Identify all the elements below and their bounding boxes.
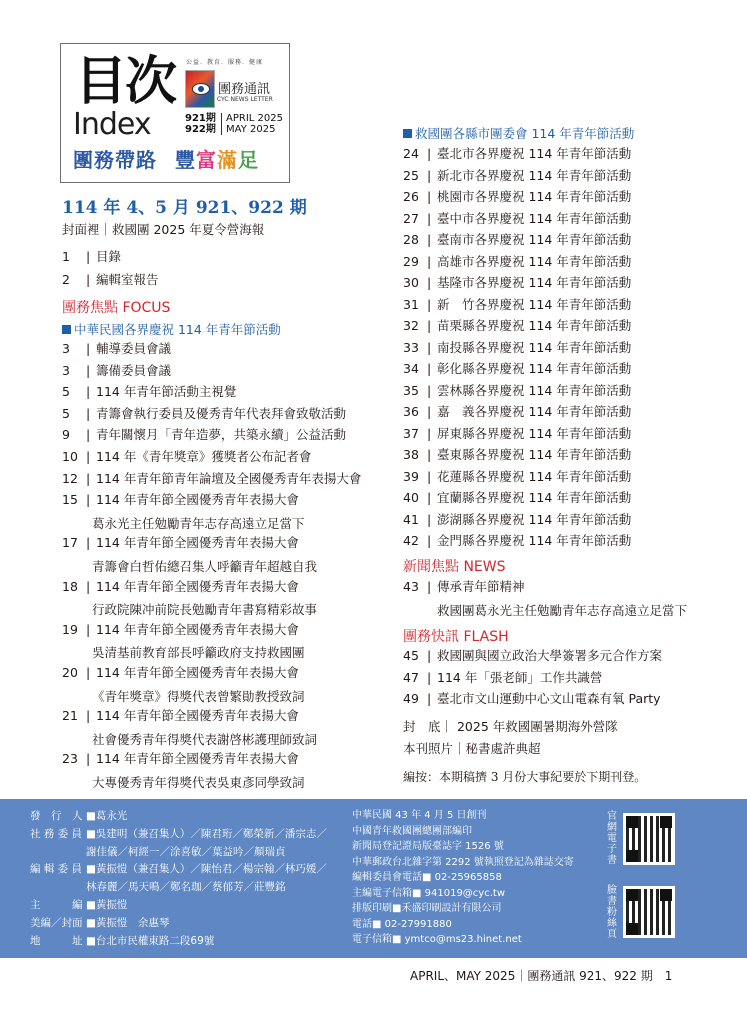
toc-page-number: 19 <box>62 621 78 637</box>
masthead-value: ■吳建明（兼召集人）／陳君珩／鄭榮新／潘宗志／ <box>86 827 327 840</box>
toc-entry-title: 青籌會執行委員及優秀青年代表拜會致敬活動 <box>96 405 347 421</box>
slogan-char-4: 足 <box>238 148 259 172</box>
toc-entry-title: 114 年青年節全國優秀青年表揚大會 <box>96 665 299 680</box>
masthead-row <box>30 862 327 876</box>
masthead-key: 地 址 <box>30 934 83 947</box>
logo-date-b: MAY 2025 <box>226 124 276 135</box>
toc-entry[interactable]: 9 | 青年關懷月「青年造夢，共築永續」公益活動 <box>62 427 347 443</box>
toc-entry[interactable]: 3 | 籌備委員會議 <box>62 362 172 378</box>
slogan-char-3: 滿 <box>217 148 238 172</box>
toc-entry[interactable]: 12 | 114 年青年節青年論壇及全國優秀青年表揚大會 <box>62 470 362 486</box>
toc-entry-title: 傳承青年節精神 <box>437 579 525 594</box>
toc-entry[interactable]: 36 | 嘉 義各界慶祝 114 年青年節活動 <box>403 404 632 419</box>
toc-entry[interactable]: 17 | 114 年青年節全國優秀青年表揚大會 <box>62 535 299 551</box>
masthead-value: 謝佳儀／柯經一／涂喜敏／葉益吟／顏瑞貞 <box>86 845 286 858</box>
masthead-info-line: 新聞局登記證局版臺誌字 1526 號 <box>352 841 504 852</box>
toc-entry-continuation: 吳清基前教育部長呼籲政府支持救國團 <box>92 645 305 661</box>
logo-date-a: APRIL 2025 <box>226 113 283 124</box>
toc-entry-title: 屏東縣各界慶祝 114 年青年節活動 <box>437 425 632 441</box>
toc-entry-title: 宜蘭縣各界慶祝 114 年青年節活動 <box>437 490 632 505</box>
toc-entry-title: 金門縣各界慶祝 114 年青年節活動 <box>437 533 632 548</box>
masthead-row <box>30 827 327 841</box>
toc-entry-continuation: 社會優秀青年得獎代表謝啓彬護理師致詞 <box>92 731 318 747</box>
toc-page-number: 47 <box>403 670 419 685</box>
toc-entry-title: 基隆市各界慶祝 114 年青年節活動 <box>437 275 632 290</box>
masthead-row <box>30 809 127 823</box>
issue-title: 114 年 4、5 月 921、922 期 <box>62 198 307 218</box>
toc-page-number: 1 <box>62 249 70 264</box>
toc-entry[interactable]: 30 | 基隆市各界慶祝 114 年青年節活動 <box>403 275 632 290</box>
masthead-value: ■黃振愷 <box>86 899 128 911</box>
toc-entry[interactable]: 24 | 臺北市各界慶祝 114 年青年節活動 <box>403 146 632 161</box>
toc-entry[interactable]: 31 | 新 竹各界慶祝 114 年青年節活動 <box>403 296 632 312</box>
toc-page-number: 35 <box>403 382 419 398</box>
back-cover-note: 封 底｜ 2025 年救國團暑期海外營隊 <box>403 719 618 734</box>
toc-page-number: 27 <box>403 210 419 226</box>
masthead-row <box>30 880 286 894</box>
toc-page-number: 25 <box>403 167 419 183</box>
toc-entry[interactable]: 5 | 114 年青年節活動主視覺 <box>62 384 237 400</box>
square-bullet-icon <box>62 325 71 334</box>
masthead-row <box>30 898 127 912</box>
toc-entry-continuation: 行政院陳冲前院長勉勵青年書寫精彩故事 <box>92 602 318 618</box>
logo-issue <box>185 113 216 135</box>
toc-entry[interactable]: 33 | 南投縣各界慶祝 114 年青年節活動 <box>403 339 632 355</box>
toc-entry-title: 青年關懷月「青年造夢，共築永續」公益活動 <box>96 427 347 443</box>
toc-entry-title: 高雄市各界慶祝 114 年青年節活動 <box>437 253 632 269</box>
section-heading-news: 新聞焦點 NEWS <box>403 559 506 575</box>
toc-entry-continuation: 救國團葛永光主任勉勵青年志存高遠立足當下 <box>437 603 688 618</box>
qr-code-facebook[interactable] <box>623 886 675 938</box>
masthead-key: 美編／封面 <box>30 916 83 929</box>
toc-page-number: 42 <box>403 533 419 548</box>
qr-code-icon <box>626 889 672 935</box>
toc-page-number: 5 <box>62 384 70 400</box>
toc-page-number: 23 <box>62 751 78 767</box>
toc-page-number: 29 <box>403 253 419 269</box>
masthead-value: 林春麗／馬天鳴／鄭名珈／蔡郁芳／莊豐銘 <box>86 881 286 894</box>
masthead-info-line: 主編電子信箱■ 941019@cyc.tw <box>352 887 505 899</box>
toc-entry-title: 新 竹各界慶祝 114 年青年節活動 <box>437 296 632 312</box>
toc-entry[interactable]: 19 | 114 年青年節全國優秀青年表揚大會 <box>62 621 299 637</box>
toc-entry-title: 114 年青年節全國優秀青年表揚大會 <box>96 708 299 724</box>
subsection-counties <box>403 124 634 142</box>
logo-date <box>221 113 283 135</box>
toc-entry[interactable]: 37 | 屏東縣各界慶祝 114 年青年節活動 <box>403 425 632 441</box>
toc-entry-title: 臺東縣各界慶祝 114 年青年節活動 <box>437 447 632 462</box>
masthead-key: 主 編 <box>30 899 83 911</box>
masthead-info-line: 電子信箱■ ymtco@ms23.hinet.net <box>352 934 522 945</box>
toc-entry-title: 南投縣各界慶祝 114 年青年節活動 <box>437 339 632 355</box>
toc-entry-title: 目錄 <box>96 249 122 264</box>
toc-page-number: 12 <box>62 470 78 486</box>
toc-entry-title: 雲林縣各界慶祝 114 年青年節活動 <box>437 382 632 398</box>
logo-index-word: Index <box>73 107 151 142</box>
toc-page-number: 26 <box>403 189 419 204</box>
toc-entry-title: 114 年青年節全國優秀青年表揚大會 <box>96 751 299 767</box>
toc-page-number: 43 <box>403 579 419 594</box>
toc-entry[interactable]: 49 | 臺北市文山運動中心文山電森有氧 Party <box>403 691 661 706</box>
toc-page-number: 31 <box>403 296 419 312</box>
toc-entry-continuation: 大專優秀青年得獎代表吳東彥同學致詞 <box>92 775 305 790</box>
masthead-info-line: 編輯委員會電話■ 02-25965858 <box>352 872 502 883</box>
toc-page-number: 18 <box>62 578 78 594</box>
masthead-value: ■台北市民權東路二段69號 <box>86 934 215 947</box>
toc-page-number: 30 <box>403 275 419 290</box>
toc-entry-title: 114 年《青年獎章》獲獎者公布記者會 <box>96 449 312 464</box>
toc-entry-title: 114 年青年節活動主視覺 <box>96 384 237 400</box>
masthead-value: ■黃振愷（兼召集人）／陳怡君／楊宗翰／林巧媛／ <box>86 863 327 876</box>
toc-page-number: 9 <box>62 427 70 443</box>
toc-entry[interactable]: 21 | 114 年青年節全國優秀青年表揚大會 <box>62 708 299 724</box>
toc-page-number: 34 <box>403 361 419 376</box>
toc-entry[interactable]: 47 | 114 年「張老師」工作共識營 <box>403 670 603 685</box>
toc-entry[interactable]: 25 | 新北市各界慶祝 114 年青年節活動 <box>403 167 632 183</box>
toc-entry[interactable]: 29 | 高雄市各界慶祝 114 年青年節活動 <box>403 253 632 269</box>
logo-slogan-2 <box>175 144 259 173</box>
subsection-title: 中華民國各界慶祝 114 年青年節活動 <box>74 322 281 337</box>
slogan-char-2: 富 <box>196 148 217 172</box>
toc-entry[interactable]: 5 | 青籌會執行委員及優秀青年代表拜會致敬活動 <box>62 405 347 421</box>
masthead-panel <box>0 799 747 958</box>
masthead-row <box>30 845 286 859</box>
masthead-value: ■黃振愷 余惠琴 <box>86 916 170 929</box>
masthead-row <box>30 916 169 930</box>
toc-entry[interactable]: 20 | 114 年青年節全國優秀青年表揚大會 <box>62 665 299 680</box>
toc-entry[interactable]: 38 | 臺東縣各界慶祝 114 年青年節活動 <box>403 447 632 462</box>
toc-page-number: 2 <box>62 272 70 287</box>
toc-page-number: 49 <box>403 691 419 706</box>
section-heading-focus: 團務焦點 FOCUS <box>62 300 171 316</box>
toc-entry[interactable]: 40 | 宜蘭縣各界慶祝 114 年青年節活動 <box>403 490 632 505</box>
toc-entry-title: 臺中市各界慶祝 114 年青年節活動 <box>437 210 632 226</box>
toc-entry-title: 彰化縣各界慶祝 114 年青年節活動 <box>437 361 632 376</box>
logo-issue-b: 922期 <box>185 124 216 135</box>
toc-entry-title: 苗栗縣各界慶祝 114 年青年節活動 <box>437 318 632 333</box>
toc-entry[interactable]: 43 | 傳承青年節精神 <box>403 579 525 594</box>
toc-entry[interactable]: 18 | 114 年青年節全國優秀青年表揚大會 <box>62 578 299 594</box>
toc-entry[interactable]: 15 | 114 年青年節全國優秀青年表揚大會 <box>62 492 299 508</box>
qr-code-icon <box>626 816 672 862</box>
toc-entry[interactable]: 35 | 雲林縣各界慶祝 114 年青年節活動 <box>403 382 632 398</box>
masthead-row <box>30 934 214 948</box>
toc-entry[interactable]: 42 | 金門縣各界慶祝 114 年青年節活動 <box>403 533 632 548</box>
logo-brand-cn: 團務通訊 <box>218 82 271 97</box>
toc-page-number: 5 <box>62 405 70 421</box>
toc-page-number: 28 <box>403 232 419 247</box>
toc-page-number: 20 <box>62 665 78 680</box>
toc-entry-title: 臺南市各界慶祝 114 年青年節活動 <box>437 232 632 247</box>
toc-entry-title: 114 年「張老師」工作共識營 <box>437 670 603 685</box>
slogan-char-1: 豐 <box>175 148 196 172</box>
cover-note: 封面裡｜救國團 2025 年夏令營海報 <box>62 222 265 237</box>
toc-entry-title: 114 年青年節全國優秀青年表揚大會 <box>96 492 299 508</box>
qr-label-ebook: 官網電子書 <box>607 811 617 866</box>
toc-entry-title: 花蓮縣各界慶祝 114 年青年節活動 <box>437 468 632 484</box>
toc-entry[interactable]: 41 | 澎湖縣各界慶祝 114 年青年節活動 <box>403 511 632 527</box>
toc-entry-title: 114 年青年節全國優秀青年表揚大會 <box>96 535 299 551</box>
editor-note: 編按：本期稿擠 3 月份大事紀要於下期刊登。 <box>403 770 647 784</box>
masthead-logo <box>60 43 290 183</box>
toc-entry-title: 輔導委員會議 <box>96 341 172 356</box>
toc-page-number: 3 <box>62 362 70 378</box>
toc-page-number: 21 <box>62 708 78 724</box>
toc-page-number: 10 <box>62 449 78 464</box>
toc-entry[interactable]: 26 | 桃園市各界慶祝 114 年青年節活動 <box>403 189 632 204</box>
toc-page-number: 33 <box>403 339 419 355</box>
qr-code-ebook[interactable] <box>623 813 675 865</box>
toc-entry[interactable]: 39 | 花蓮縣各界慶祝 114 年青年節活動 <box>403 468 632 484</box>
subsection-title: 救國團各縣市團委會 114 年青年節活動 <box>415 126 635 141</box>
logo-title: 目次 <box>75 52 176 112</box>
logo-issue-a: 921期 <box>185 113 216 124</box>
logo-slogan-1: 團務帶路 <box>73 148 157 172</box>
toc-entry[interactable]: 32 | 苗栗縣各界慶祝 114 年青年節活動 <box>403 318 632 333</box>
toc-entry-title: 澎湖縣各界慶祝 114 年青年節活動 <box>437 511 632 527</box>
toc-page-number: 3 <box>62 341 70 356</box>
toc-entry[interactable]: 3 | 輔導委員會議 <box>62 341 172 356</box>
masthead-value: ■葛永光 <box>86 810 128 822</box>
toc-page-number: 38 <box>403 447 419 462</box>
toc-entry[interactable]: 28 | 臺南市各界慶祝 114 年青年節活動 <box>403 232 632 247</box>
logo-brand-en: CYC NEWS LETTER <box>217 96 273 103</box>
toc-entry-continuation: 青籌會白哲佑總召集人呼籲青年超越自我 <box>92 559 318 574</box>
page-footer: APRIL、MAY 2025｜團務通訊 921、922 期 1 <box>410 969 673 983</box>
photo-credit: 本刊照片｜秘書處許典超 <box>403 741 541 756</box>
masthead-key: 編 輯 委 員 <box>30 863 83 876</box>
toc-page-number: 45 <box>403 648 419 663</box>
masthead-key: 社 務 委 員 <box>30 827 83 840</box>
masthead-info-line: 中華郵政台北雜字第 2292 號執照登記為雜誌交寄 <box>352 856 574 868</box>
masthead-info-line: 排版印刷■禾盛印刷設計有限公司 <box>352 903 502 914</box>
toc-page-number: 24 <box>403 146 419 161</box>
toc-entry[interactable]: 10 | 114 年《青年獎章》獲獎者公布記者會 <box>62 449 312 464</box>
toc-page-number: 40 <box>403 490 419 505</box>
subsection-national <box>62 320 281 338</box>
masthead-info-line: 中國青年救國團總團部編印 <box>352 825 472 837</box>
toc-entry[interactable]: 2 | 編輯室報告 <box>62 272 159 287</box>
toc-entry-title: 114 年青年節全國優秀青年表揚大會 <box>96 621 299 637</box>
section-heading-flash: 團務快訊 FLASH <box>403 629 509 645</box>
qr-label-facebook: 臉書粉絲頁 <box>607 885 617 940</box>
toc-entry-title: 新北市各界慶祝 114 年青年節活動 <box>437 167 632 183</box>
toc-entry-continuation: 《青年獎章》得獎代表曾繁勛教授致詞 <box>92 688 305 704</box>
square-bullet-icon <box>403 129 412 138</box>
logo-tags: 公益．教育．服務．健康 <box>186 59 264 66</box>
toc-entry-continuation: 葛永光主任勉勵青年志存高遠立足當下 <box>92 515 305 531</box>
masthead-info-line: 電話■ 02-27991880 <box>352 918 452 930</box>
toc-entry-title: 臺北市各界慶祝 114 年青年節活動 <box>437 146 632 161</box>
masthead-key: 發 行 人 <box>30 810 83 822</box>
toc-entry-title: 臺北市文山運動中心文山電森有氧 Party <box>437 691 661 706</box>
toc-entry[interactable]: 23 | 114 年青年節全國優秀青年表揚大會 <box>62 751 299 767</box>
toc-entry-title: 嘉 義各界慶祝 114 年青年節活動 <box>437 404 632 419</box>
toc-page-number: 36 <box>403 404 419 419</box>
toc-entry[interactable]: 45 | 救國團與國立政治大學簽署多元合作方案 <box>403 648 663 663</box>
toc-page-number: 15 <box>62 492 78 508</box>
toc-entry-title: 114 年青年節全國優秀青年表揚大會 <box>96 578 299 594</box>
toc-page-number: 41 <box>403 511 419 527</box>
toc-page-number: 32 <box>403 318 419 333</box>
toc-entry-title: 救國團與國立政治大學簽署多元合作方案 <box>437 648 663 663</box>
toc-entry[interactable]: 27 | 臺中市各界慶祝 114 年青年節活動 <box>403 210 632 226</box>
toc-entry[interactable]: 1 | 目錄 <box>62 249 122 264</box>
toc-entry-title: 編輯室報告 <box>96 272 159 287</box>
masthead-info-line: 中華民國 43 年 4 月 5 日創刊 <box>352 810 487 821</box>
toc-entry[interactable]: 34 | 彰化縣各界慶祝 114 年青年節活動 <box>403 361 632 376</box>
toc-entry-title: 114 年青年節青年論壇及全國優秀青年表揚大會 <box>96 470 362 486</box>
toc-page-number: 37 <box>403 425 419 441</box>
magazine-cover-icon <box>185 70 215 108</box>
eye-icon <box>192 83 210 95</box>
toc-entry-title: 桃園市各界慶祝 114 年青年節活動 <box>437 189 632 204</box>
toc-entry-title: 籌備委員會議 <box>96 362 172 378</box>
toc-page-number: 17 <box>62 535 78 551</box>
toc-page-number: 39 <box>403 468 419 484</box>
